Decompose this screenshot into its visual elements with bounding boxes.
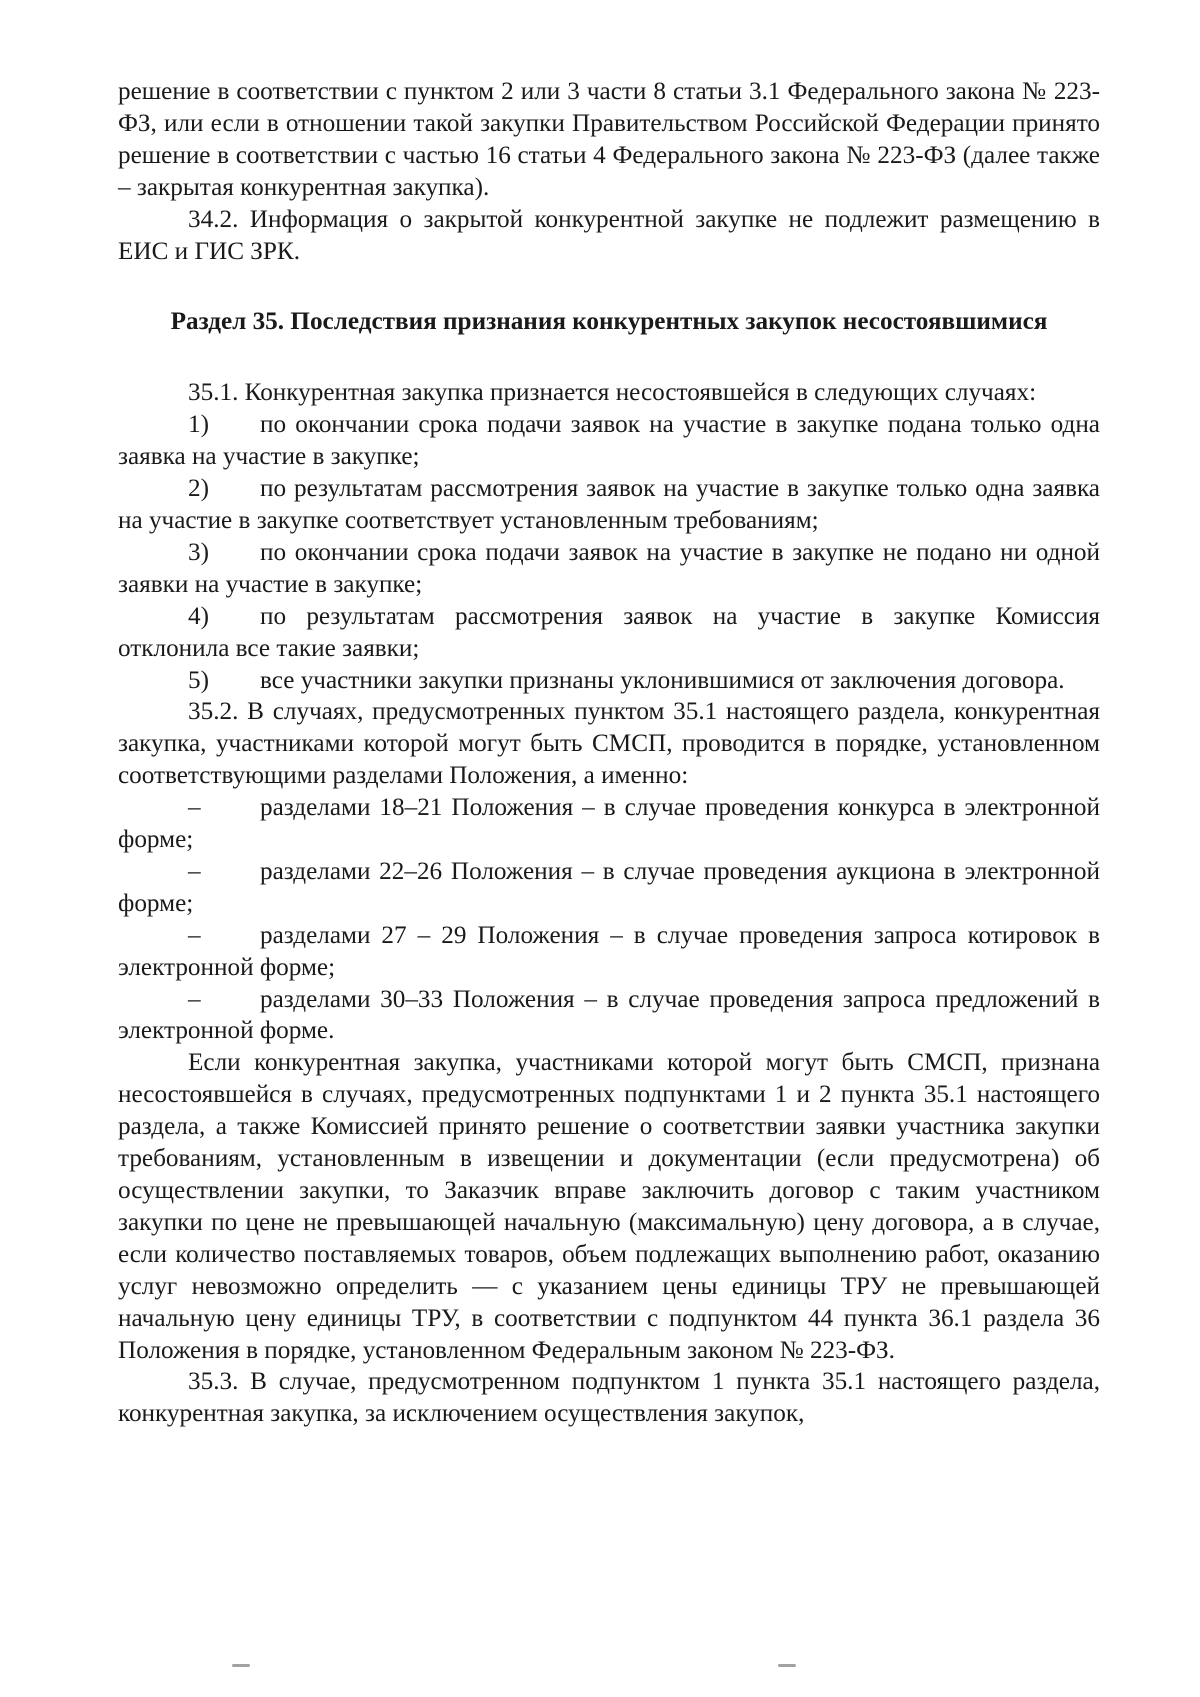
spacer [118,338,1100,377]
clause-35-1: 35.1. Конкурентная закупка признается несостоявшейся в следующих случаях: [188,379,1037,407]
section-title: Раздел 35. Последствия признания конкурентных закупок несостоявшимися [170,308,1048,336]
list-marker: 3) [188,538,209,566]
list-item [118,984,1100,1048]
list-item-text: по окончании срока подачи заявок на участие в закупке не подано ни одной заявки на участие в закупке; [118,538,1100,598]
list-marker: 5) [188,666,209,694]
list-item-text: разделами 30–33 Положения – в случае проведения запроса предложений в электронной форме. [118,985,1100,1045]
list-item [118,473,1100,537]
dash-marker: – [188,794,201,822]
list-item [118,601,1100,665]
list-marker: 1) [188,411,209,439]
list-item-text: по результатам рассмотрения заявок на участие в закупке только одна заявка на участие в закупке соответствует установленным требованиям; [118,475,1100,534]
clause-35-2-paragraph: Если конкурентная закупка, участниками которой могут быть СМСП, признана несостоявшейся в случаях, предусмотренных подпунктами 1 и 2 пункта 35.1 настоящего раздела, а также Комиссией принято решение о соответствии заявки участника закупки требованиям, установленным в извещении и документации (если предусмотрена) об осуществлении закупки, то Заказчик вправе заключить договор с таким участником закупки по цене не превышающей начальную (максимальную) цену договора, а в случае, если количество поставляемых товаров, объем подлежащих выполнению работ, оказанию услуг невозможно определить — с указанием цены единицы ТРУ не превышающей начальную цену единицы ТРУ, в соответствии с подпунктом 44 пункта 36.1 раздела 36 Положения в порядке, установленном Федеральным законом № 223-ФЗ. [118,1049,1100,1364]
list-item-text: разделами 22–26 Положения – в случае проведения аукциона в электронной форме; [118,857,1100,917]
list-marker: 2) [188,475,209,503]
list-item-text: разделами 18–21 Положения – в случае проведения конкурса в электронной форме; [118,794,1100,854]
list-item [118,856,1100,920]
scan-artifact-mark [232,1664,250,1667]
list-item-text: разделами 27 – 29 Положения – в случае проведения запроса котировок в электронной форме; [118,921,1100,981]
intro-paragraph: решение в соответствии с пунктом 2 или 3 части 8 статьи 3.1 Федерального закона № 223-ФЗ, или если в отношении такой закупки Правительством Российской Федерации принято решение в соответствии с частью 16 статьи 4 Федерального закона № 223-ФЗ (далее также – закрытая конкурентная закупка). [118,78,1100,201]
list-item-text: все участники закупки признаны уклонившимися от заключения договора. [260,666,1065,694]
scan-artifact-mark [778,1664,796,1667]
list-item-text: по результатам рассмотрения заявок на участие в закупке Комиссия отклонила все такие заявки; [118,602,1100,662]
list-item-text: по окончании срока подачи заявок на участие в закупке подана только одна заявка на участие в закупке; [118,411,1100,471]
spacer [118,267,1100,306]
list-item [118,409,1100,473]
dash-marker: – [188,921,201,949]
dash-marker: – [188,985,201,1013]
list-item [118,920,1100,984]
list-item [118,537,1100,601]
clause-34-2: 34.2. Информация о закрытой конкурентной закупке не подлежит размещению в ЕИС и ГИС ЗРК. [118,205,1100,265]
dash-marker: – [188,857,201,885]
list-item [118,792,1100,856]
list-marker: 4) [188,602,209,630]
clause-35-3: 35.3. В случае, предусмотренном подпунктом 1 пункта 35.1 настоящего раздела, конкурентная закупка, за исключением осуществления закупок, [118,1368,1100,1428]
clause-35-2: 35.2. В случаях, предусмотренных пунктом 35.1 настоящего раздела, конкурентная закупка, участниками которой могут быть СМСП, проводится в порядке, установленном соответствующими разделами Положения, а именно: [118,698,1100,790]
list-item [118,665,1100,697]
